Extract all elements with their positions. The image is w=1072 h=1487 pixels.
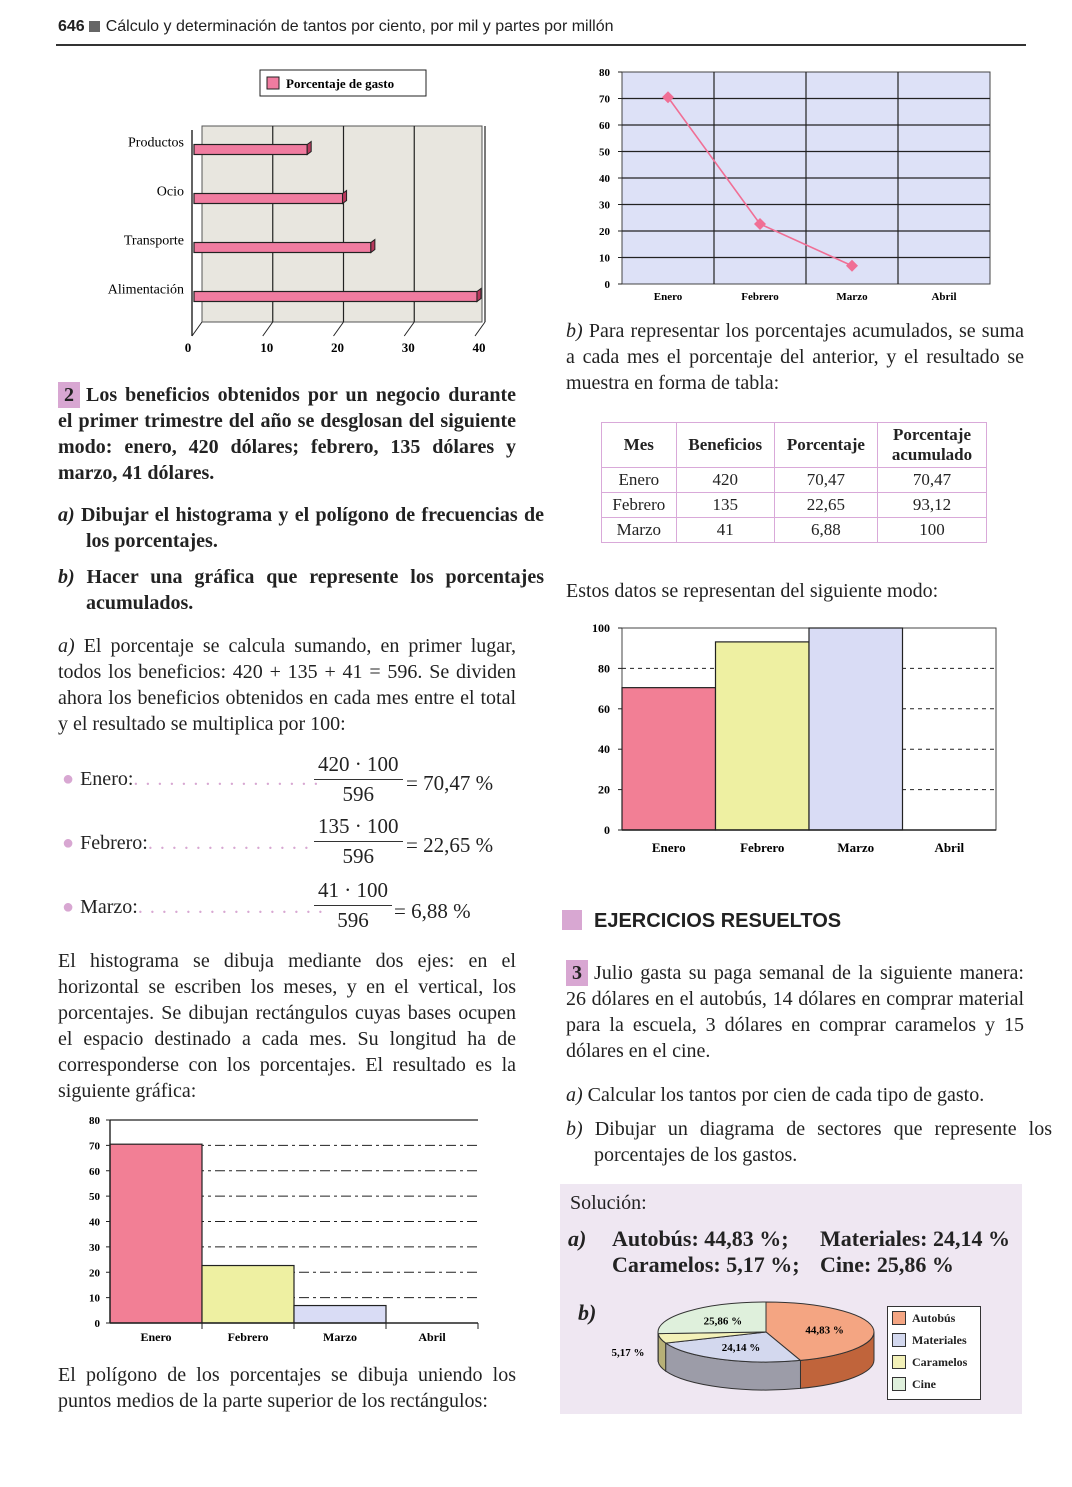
header-square-icon: [89, 21, 100, 32]
category-label: Ocio: [156, 184, 184, 200]
b-text: Dibujar un diagrama de sectores que represente los porcentajes de los gastos.: [594, 1118, 1052, 1166]
bar: [194, 292, 477, 302]
legend-label: Porcentaje de gasto: [286, 76, 395, 91]
tick-label: 30: [89, 1241, 100, 1254]
category-label: Transporte: [123, 233, 184, 249]
tick-label: 40: [599, 173, 610, 185]
sol-materiales: Materiales: 24,14 %: [820, 1226, 1010, 1251]
section-header: [562, 910, 841, 933]
polygon-text: El polígono de los porcentajes se dibuja uniendo los puntos medios de la parte superior de los rectángulos:: [58, 1364, 516, 1412]
calc-result: = 70,47 %: [406, 771, 494, 795]
sol-cine: Cine: 25,86 %: [820, 1252, 954, 1277]
intro-text: El porcentaje se calcula sumando, en primer lugar, todos los beneficios: 420 + 135 + 41 = 596. Se dividen ahora los beneficios obtenidos en cada mes entre el total y el resultado se multiplica por 100:: [58, 635, 516, 735]
legend-swatch: [267, 77, 279, 89]
tick-label: 60: [598, 701, 610, 716]
table-header: Beneficios: [676, 423, 774, 468]
category-label: Marzo: [837, 840, 875, 855]
tick-mark: [263, 322, 273, 336]
problem-3-a: [566, 1082, 1052, 1108]
tick-label: 60: [599, 120, 610, 132]
category-label: Enero: [651, 840, 686, 855]
numerator: 135 · 100: [314, 814, 403, 842]
calc-list: [62, 752, 512, 942]
solution-box: [560, 1184, 1022, 1414]
tick-label: 50: [599, 146, 610, 159]
pie-chart: [584, 1296, 884, 1410]
b-text: Hacer una gráfica que represente los porcentajes acumulados.: [86, 566, 545, 614]
legend-label: Cine: [912, 1376, 936, 1391]
a-text: Dibujar el histograma y el polígono de frecuencias de los porcentajes.: [80, 504, 545, 552]
legend-swatch: [892, 1355, 906, 1369]
legend-item: [888, 1351, 980, 1373]
tick-label: 0: [604, 823, 610, 837]
histogram-text: El histograma se dibuja mediante dos ejes: en el horizontal se escriben los meses, y en el vertical, los porcentajes. Se dibujan rectángulos cuyas bases ocupen el espacio destinado a cada mes. Su longitud ha de corresponderse con los porcentajes. El resultado es la siguiente gráfica:: [58, 950, 516, 1102]
tick-label: 0: [184, 340, 192, 355]
statement-text: Los beneficios obtenidos por un negocio durante el primer trimestre del año se desglosan del siguiente modo: enero, 420 dólares; febrero, 135 dólares y marzo, 41 dólares.: [58, 384, 516, 484]
table-cell: Febrero: [602, 493, 677, 518]
tick-label: 40: [598, 742, 610, 757]
tick-label: 20: [331, 340, 344, 355]
table-header: Porcentaje acumulado: [878, 423, 987, 468]
tick-label: 10: [599, 252, 610, 265]
category-label: Enero: [140, 1330, 172, 1344]
b-label: b): [58, 566, 75, 588]
tick-label: 100: [592, 621, 610, 635]
category-label: Marzo: [836, 291, 868, 303]
polygon-line-chart: [580, 64, 1010, 310]
tick-mark: [404, 322, 414, 336]
table-header: Porcentaje: [774, 423, 877, 468]
numerator: 41 · 100: [314, 878, 392, 906]
page-number: 646: [58, 18, 85, 35]
table-cell: Enero: [602, 468, 677, 493]
answer-b-text: [566, 318, 1024, 396]
b-answer: Para representar los porcentajes acumulados, se suma a cada mes el porcentaje del anterior, y el resultado se muestra en forma de tabla:: [566, 320, 1024, 394]
problem-3-b: [566, 1116, 1052, 1168]
category-label: Abril: [931, 291, 957, 303]
a-label-italic: a): [58, 635, 75, 657]
solution-label: Solución:: [570, 1192, 647, 1214]
bar: [110, 1144, 202, 1323]
page-header: [58, 18, 614, 36]
table-header: Mes: [602, 423, 677, 468]
table-row: [602, 468, 987, 493]
legend-swatch: [892, 1333, 906, 1347]
legend-item: [888, 1307, 980, 1329]
sol-autobus: Autobús: 44,83 %;: [612, 1226, 789, 1251]
calc-result: = 6,88 %: [394, 899, 471, 923]
bar: [202, 1266, 294, 1323]
a-label: a): [58, 504, 75, 526]
category-label: Alimentación: [107, 282, 184, 298]
legend-label: Caramelos: [912, 1354, 968, 1369]
table-cell: 41: [676, 518, 774, 543]
tick-label: 40: [472, 340, 486, 355]
tick-mark: [334, 322, 344, 336]
category-label: Productos: [128, 135, 184, 151]
bar: [622, 688, 716, 830]
tick-mark: [192, 322, 202, 336]
expense-bar-chart: [70, 62, 500, 362]
tick-label: 40: [89, 1216, 100, 1229]
legend-item: [888, 1373, 980, 1395]
category-label: Abril: [418, 1330, 446, 1344]
tick-label: 30: [599, 199, 610, 212]
a-label: a): [566, 1084, 583, 1106]
slice-label: 44,83 %: [805, 1324, 844, 1337]
tick-label: 10: [260, 340, 274, 355]
calc-label: Enero:: [80, 768, 134, 790]
table-cell: 100: [878, 518, 987, 543]
problem-2-b: [58, 564, 544, 616]
tick-label: 30: [401, 340, 415, 355]
category-label: Abril: [934, 840, 965, 855]
calc-row: ● Marzo:. . . . . . . . . . . . . . . . $\frac{41 \cdot 100}{596}$ = 6,88 %: [62, 878, 471, 932]
calc-row: ● Enero:. . . . . . . . . . . . . . . . $\frac{420 \cdot 100}{596}$ = 70,47 %: [62, 752, 494, 806]
denominator: 596: [342, 844, 374, 868]
bar: [194, 243, 371, 253]
tick-label: 50: [89, 1191, 100, 1204]
table-cell: Marzo: [602, 518, 677, 543]
tick-label: 20: [598, 782, 610, 797]
sol-caramelos: Caramelos: 5,17 %;: [612, 1252, 800, 1277]
category-label: Marzo: [323, 1330, 357, 1344]
table-row: [602, 493, 987, 518]
legend-item: [888, 1329, 980, 1351]
statement-text: Julio gasta su paga semanal de la siguiente manera: 26 dólares en el autobús, 14 dólares en comprar material para la escuela, 3 dólares en comprar caramelos y 15 dólares en el cine.: [566, 962, 1024, 1062]
calc-result: = 22,65 %: [406, 833, 494, 857]
legend-swatch: [892, 1377, 906, 1391]
header-rule: [56, 44, 1026, 46]
category-label: Febrero: [741, 291, 779, 303]
bar: [194, 145, 307, 155]
category-label: Febrero: [227, 1330, 269, 1344]
calc-row: ● Febrero:. . . . . . . . . . . . . . $\frac{135 \cdot 100}{596}$ = 22,65 %: [62, 814, 494, 868]
calc-label: Marzo:: [80, 896, 138, 918]
tick-label: 20: [599, 226, 610, 238]
cumulative-table: [601, 422, 987, 543]
bar-side: [477, 289, 481, 302]
table-header-row: [602, 423, 987, 468]
sol-a-label: a): [568, 1226, 587, 1251]
tick-label: 0: [94, 1318, 100, 1330]
table-cell: 420: [676, 468, 774, 493]
histogram-chart: [58, 1108, 488, 1353]
table-cell: 70,47: [774, 468, 877, 493]
bar: [716, 642, 810, 830]
tick-mark: [475, 322, 485, 336]
a-text: Calcular los tantos por cien de cada tipo de gasto.: [587, 1084, 985, 1106]
bar: [294, 1306, 386, 1323]
tick-label: 10: [89, 1292, 100, 1305]
table-row: [602, 518, 987, 543]
tick-label: 70: [599, 93, 610, 106]
legend-label: Materiales: [912, 1332, 967, 1347]
denominator: 596: [342, 782, 374, 806]
tick-label: 20: [89, 1267, 100, 1280]
bar: [809, 628, 903, 830]
table-cell: 6,88: [774, 518, 877, 543]
legend-swatch: [892, 1311, 906, 1325]
numerator: 420 · 100: [314, 752, 403, 780]
calc-fraction: [314, 752, 403, 807]
b-label-italic: b): [566, 320, 583, 342]
bar-side: [307, 142, 311, 155]
problem-number: 2: [58, 382, 80, 408]
calc-label: Febrero:: [80, 832, 148, 854]
table-cell: 22,65: [774, 493, 877, 518]
table-cell: 135: [676, 493, 774, 518]
category-label: Enero: [653, 291, 683, 303]
problem-2-a: [58, 502, 544, 554]
b-label: b): [566, 1118, 583, 1140]
calc-fraction: [314, 814, 403, 869]
section-title: EJERCICIOS RESUELTOS: [594, 910, 842, 932]
tick-label: 80: [89, 1115, 100, 1127]
legend-label: Autobús: [912, 1310, 956, 1325]
section-square-icon: [562, 910, 582, 930]
slice-label: 5,17 %: [611, 1347, 645, 1359]
tick-label: 60: [89, 1165, 100, 1178]
slice-label: 25,86 %: [703, 1315, 743, 1328]
bar: [194, 194, 343, 204]
category-label: Febrero: [740, 840, 785, 855]
cumulative-bar-chart: [580, 620, 1010, 860]
tick-label: 0: [604, 279, 610, 291]
bar-side: [343, 191, 347, 204]
problem-2-statement: [58, 382, 516, 486]
calc-fraction: [314, 878, 392, 933]
slice-label: 24,14 %: [721, 1341, 761, 1354]
table-cell: 70,47: [878, 468, 987, 493]
tick-label: 70: [89, 1140, 100, 1153]
denominator: 596: [337, 908, 369, 932]
bar-side: [371, 240, 375, 253]
tick-label: 80: [599, 67, 610, 79]
sol-b-label: b): [578, 1300, 597, 1325]
representation-text: Estos datos se representan del siguiente modo:: [566, 580, 939, 602]
pie-legend: [887, 1306, 981, 1400]
answer-a-intro: [58, 633, 516, 737]
tick-label: 80: [598, 661, 610, 676]
problem-3-statement: [566, 960, 1024, 1064]
problem-number: 3: [566, 960, 588, 986]
table-cell: 93,12: [878, 493, 987, 518]
header-title: Cálculo y determinación de tantos por ciento, por mil y partes por millón: [105, 18, 614, 35]
